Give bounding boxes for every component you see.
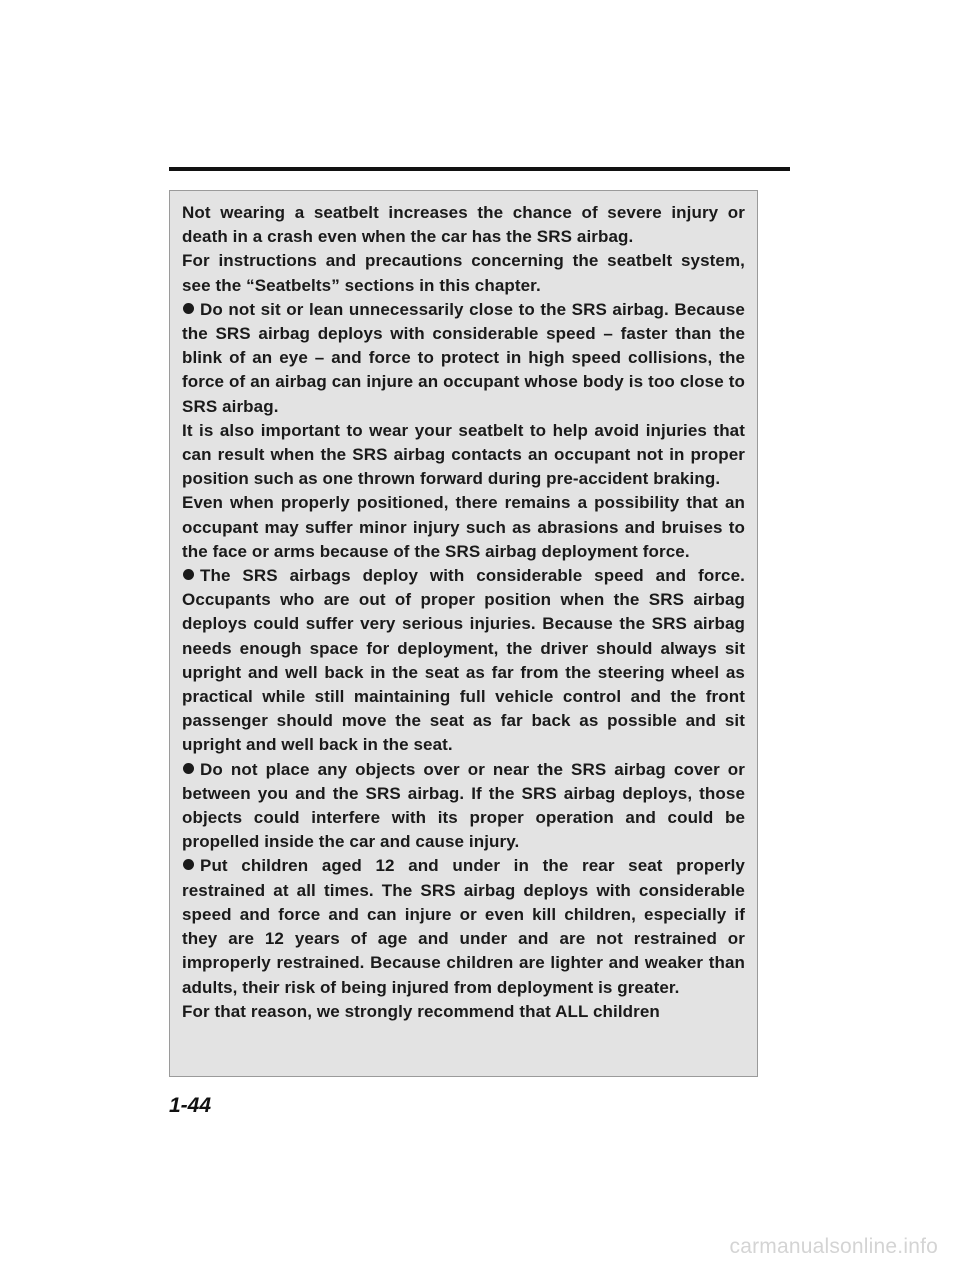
warning-bullet-text: The SRS airbags deploy with considerable speed and force. Occupants who are out of proper position when the SRS airbag deploys could suffer very serious injuries. Because the SRS airbag needs enough space for deployment, the driver should always sit upright and well back in the seat as far from the steering wheel as practical while still maintaining full vehicle control and the front passenger should move the seat as far back as possible and sit upright and well back in the seat.: [182, 566, 745, 755]
warning-paragraph: For that reason, we strongly recommend that ALL children: [182, 1001, 660, 1021]
warning-bullet-text: Put children aged 12 and under in the rear seat properly restrained at all times. The SRS airbag deploys with considerable speed and force and can injure or even kill children, especially if they are 12 years of age and under and are not restrained or improperly restrained. Because children are lighter and weaker than adults, their risk of being injured from deployment is greater.: [182, 856, 745, 997]
warning-bullet-item: [182, 854, 745, 999]
watermark-link[interactable]: carmanualsonline.info: [729, 1235, 938, 1258]
top-rule: [169, 167, 790, 171]
warning-paragraph: Not wearing a seatbelt increases the chance of severe injury or death in a crash even when the car has the SRS airbag.: [182, 203, 745, 247]
warning-bullet-item: [182, 758, 745, 855]
warning-bullet-item: [182, 298, 745, 419]
warning-bullet-text: Do not place any objects over or near the SRS airbag cover or between you and the SRS airbag. If the SRS airbag deploys, those objects could interfere with its proper operation and could be propelled inside the car and cause injury.: [182, 759, 745, 852]
page-number: 1-44: [169, 1094, 212, 1117]
bullet-icon: [183, 303, 194, 314]
warning-bullet-text: Do not sit or lean unnecessarily close to the SRS airbag. Because the SRS airbag deploys with considerable speed – faster than the blink of an eye – and force to protect in high speed collisions, the force of an airbag can injure an occupant whose body is too close to SRS airbag.: [182, 299, 745, 416]
warning-paragraph: For instructions and precautions concerning the seatbelt system, see the “Seatbelts” sections in this chapter.: [182, 251, 745, 295]
bullet-icon: [183, 569, 194, 580]
warning-paragraph: It is also important to wear your seatbelt to help avoid injuries that can result when the SRS airbag contacts an occupant not in proper position such as one thrown forward during pre-accident braking.: [182, 420, 745, 489]
warning-paragraph: Even when properly positioned, there remains a possibility that an occupant may suffer minor injury such as abrasions and bruises to the face or arms because of the SRS airbag deployment force.: [182, 493, 745, 561]
bullet-icon: [183, 763, 194, 774]
warning-box: [169, 190, 758, 1077]
warning-bullet-item: [182, 564, 745, 758]
bullet-icon: [183, 859, 194, 870]
